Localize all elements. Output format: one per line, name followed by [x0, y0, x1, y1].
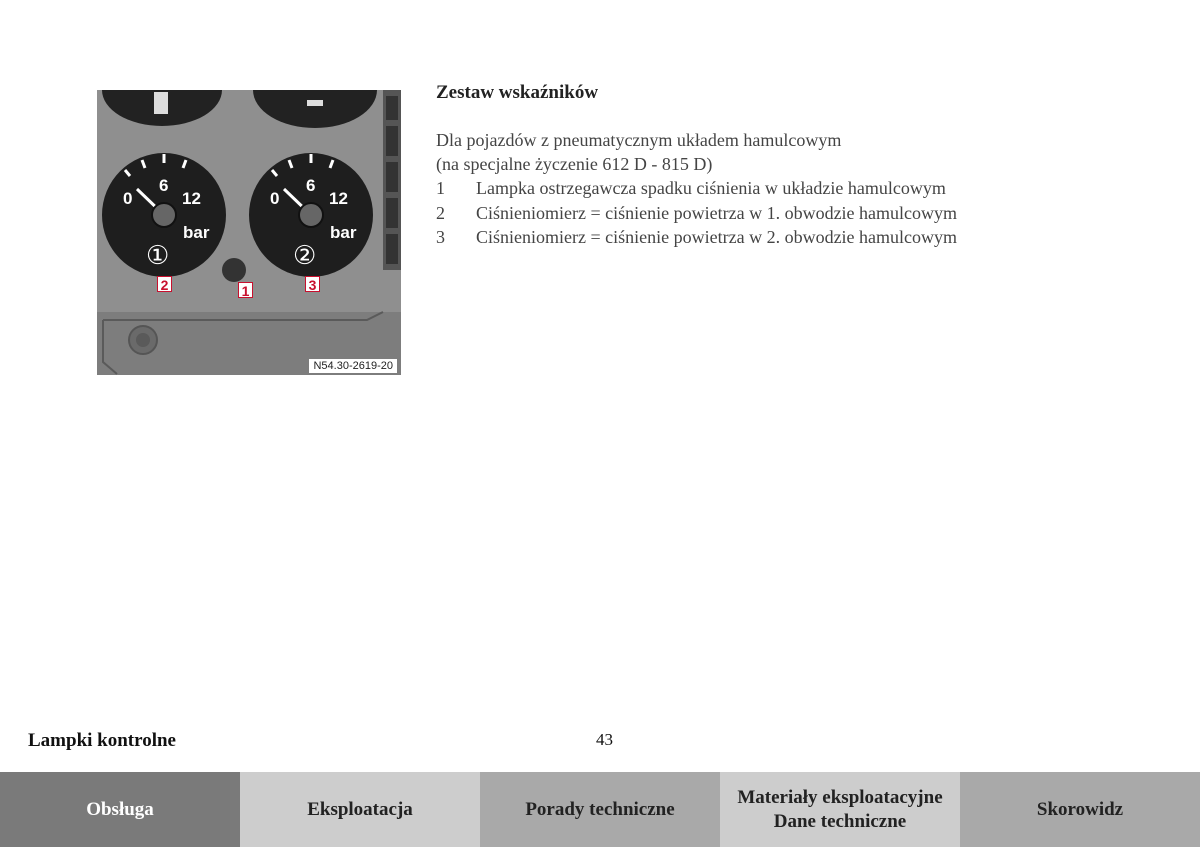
gauge1-circuit-label: ① — [146, 240, 170, 270]
page-number: 43 — [596, 730, 613, 749]
item-number: 1 — [436, 178, 445, 198]
list-item — [436, 201, 1136, 226]
item-text: Ciśnieniomierz = ciśnienie powietrza w 2. obwodzie hamulcowym — [476, 227, 958, 247]
nav-tab-eksploatacja[interactable] — [240, 772, 480, 847]
nav-tab-label: Materiały eksploatacyjne — [737, 786, 943, 808]
footer-section-title: Lampki kontrolne — [28, 730, 176, 751]
warning-lamp — [222, 258, 246, 282]
nav-tab-label: Obsługa — [86, 798, 154, 820]
gauge2-max-label: 12 — [329, 189, 348, 208]
item-text: Ciśnieniomierz = ciśnienie powietrza w 1. obwodzie hamulcowym — [476, 202, 958, 223]
coolant-icon — [307, 100, 323, 106]
gauge2-mid-label: 6 — [306, 176, 316, 195]
nav-tab-skorowidz[interactable] — [960, 772, 1200, 847]
gauge1-max-label: 12 — [182, 189, 201, 208]
nav-tab-porady-techniczne[interactable] — [480, 772, 720, 847]
item-number: 3 — [436, 227, 445, 247]
nav-tab-label: Porady techniczne — [525, 798, 675, 820]
gauge2-unit-label: bar — [330, 223, 357, 242]
nav-tab-label: Eksploatacja — [307, 798, 413, 820]
intro-line-2: (na specjalne życzenie 612 D - 815 D) — [436, 154, 713, 174]
bottom-navigation — [0, 772, 1200, 847]
list-item — [436, 176, 1136, 201]
callout-1: 1 — [238, 282, 253, 298]
callout-2: 2 — [157, 276, 172, 292]
nav-tab-materialy-dane[interactable] — [720, 772, 960, 847]
nav-tab-label-2: Dane techniczne — [773, 810, 907, 832]
temp-gauge-top — [253, 90, 377, 128]
list-item — [436, 225, 1136, 250]
gauge2-min-label: 0 — [270, 189, 280, 208]
item-text: Lampka ostrzegawcza spadku ciśnienia w układzie hamulcowym — [476, 178, 946, 198]
gauge1-min-label: 0 — [123, 189, 133, 208]
content-block — [436, 82, 1136, 250]
callout-3: 3 — [305, 276, 320, 292]
fuel-pump-icon — [154, 92, 168, 114]
nav-tab-label: Skorowidz — [1036, 798, 1124, 820]
gauge2-circuit-label: ② — [293, 240, 317, 270]
section-heading: Zestaw wskaźników — [436, 82, 599, 103]
instrument-cluster-figure — [97, 90, 401, 375]
gauge1-unit-label: bar — [183, 223, 210, 242]
gauge1-mid-label: 6 — [159, 176, 169, 195]
nav-tab-obsluga[interactable] — [0, 772, 240, 847]
intro-line-1: Dla pojazdów z pneumatycznym układem hamulcowym — [436, 130, 842, 150]
figure-code: N54.30-2619-20 — [309, 359, 397, 373]
item-number: 2 — [436, 202, 445, 223]
